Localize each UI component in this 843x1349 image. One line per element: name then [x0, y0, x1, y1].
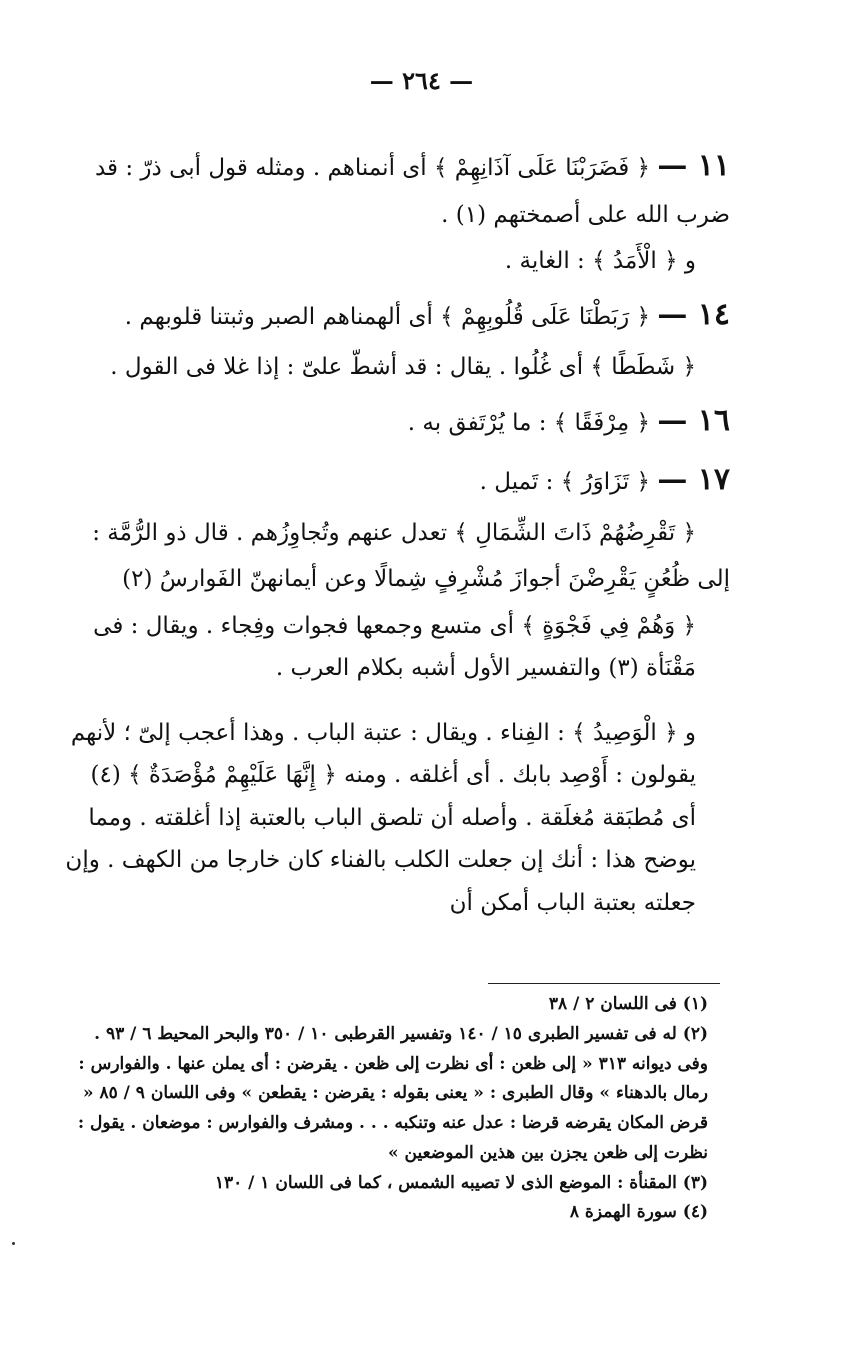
footnotes [58, 990, 730, 1228]
page-number: — ٢٦٤ — [369, 66, 474, 95]
paragraph-text: ﴿ فَضَرَبْنَا عَلَى آذَانِهِمْ ﴾ أى أنمناهم . ومثله قول أبى ذرّ : قد ضرب الله على أصمختهم (١) . [94, 155, 730, 228]
paragraph [60, 240, 730, 283]
paragraph-text: ﴿ رَبَطْنَا عَلَى قُلُوبِهِمْ ﴾ أى ألهمناهم الصبر وثبتنا قلوبهم . [124, 303, 650, 330]
footnote: (٤) سورة الهمزة ٨ [569, 1202, 708, 1223]
poem-verse-text: إلى ظُعُنٍ يَقْرِضْنَ أجوازَ مُشْرِفٍ شِمالًا وعن أيمانهنّ الفَوارسُ (٢) [122, 566, 730, 593]
paragraph-text: ﴿ مِرْفَقًا ﴾ : ما يُرْتَفق به . [407, 409, 650, 436]
paragraph-text: و ﴿ الْوَصِيدُ ﴾ : الفِناء . ويقال : عتبة الباب . وهذا أعجب إلىّ ؛ لأنهم يقولون : أَوْصِد بابك . أى أغلقه . ومنه ﴿ إِنَّهَا عَلَيْهِمْ مُؤْصَدَةٌ ﴾ (٤) أى مُطبَقة مُغلَقة . وأصله أن تلصق الباب بالعتبة إذا أغلقته . ومما يوضح هذا : أنك إن جعلت الكلب بالفناء كان خارجا من الكهف . وإن جعلته بعتبة الباب أمكن أن [65, 719, 696, 917]
paragraph [60, 512, 730, 555]
footnote: (٢) له فى تفسير الطبرى ١٥ / ١٤٠ وتفسير القرطبى ١٠ / ٣٥٠ والبحر المحيط ٦ / ٩٣ . وفى ديوانه ٣١٣ « إلى ظعن : أى نظرت إلى ظعن . يقرضن : أى يملن عنها . والفوارس : رمال بالدهناء » وقال الطبرى : « يعنى بقوله : يقرضن : يقطعن » وفى اللسان ٩ / ٨٥ « قرض المكان يقرضه قرضا : عدل عنه وتنكبه . . . ومشرف والفوارس : موضعان . يقول : نظرت إلى ظعن يجزن بين هذين الموضعين » [77, 1023, 708, 1163]
paragraph-text: و ﴿ الْأَمَدُ ﴾ : الغاية . [504, 248, 696, 275]
paragraph [60, 712, 730, 925]
paragraph [60, 346, 730, 389]
paragraph-text: ﴿ وَهُمْ فِي فَجْوَةٍ ﴾ أى متسع وجمعها فجوات وفِجاء . ويقال : فى مَقْنَأة (٣) والتفسير الأول أشبه بكلام العرب . [93, 612, 696, 682]
main-text [60, 138, 730, 929]
footnote: (١) فى اللسان ٢ / ٣٨ [548, 994, 708, 1014]
paragraph-text: ﴿ شَطَطًا ﴾ أى غُلُوا . يقال : قد أشطّ علىّ : إذا غلا فى القول . [110, 354, 696, 381]
verse-number: ١٤ — [657, 296, 730, 332]
footnote: (٣) المقنأة : الموضع الذى لا تصيبه الشمس ، كما فى اللسان ١ / ١٣٠ [214, 1172, 708, 1193]
paragraph [60, 287, 730, 343]
verse-number: ١١ — [657, 148, 730, 183]
paragraph [60, 605, 730, 690]
paragraph [60, 393, 730, 449]
verse-number: ١٦ — [657, 402, 730, 438]
paragraph-text: ﴿ تَقْرِضُهُمْ ذَاتَ الشِّمَالِ ﴾ تعدل عنهم وتُجاوِزُهم . قال ذو الرُّمَّة : [92, 519, 696, 546]
footnote-divider [488, 983, 720, 984]
poem-verse [60, 558, 730, 601]
paragraph [60, 138, 730, 236]
verse-number: ١٧ — [657, 462, 730, 498]
margin-speck [12, 1242, 15, 1245]
paragraph [60, 452, 730, 508]
paragraph-text: ﴿ تَزَاوَرُ ﴾ : تَميل . [479, 469, 650, 496]
